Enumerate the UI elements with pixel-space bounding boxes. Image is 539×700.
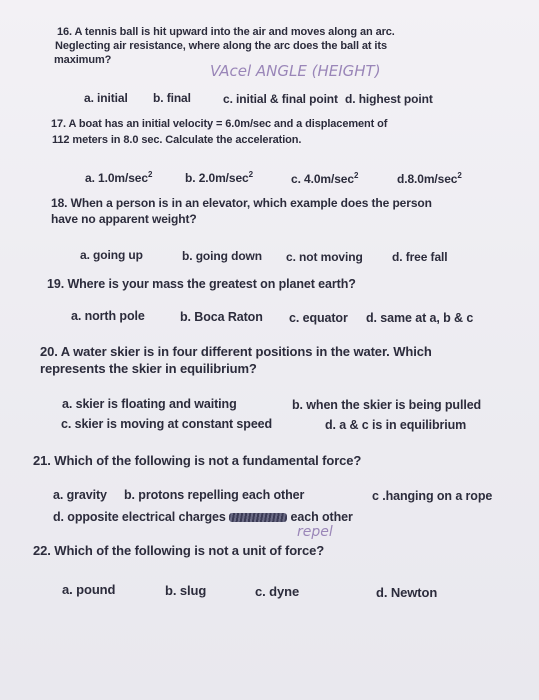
q18-option-d: d. free fall [392,250,448,264]
q22-line1: 22. Which of the following is not a unit of force? [33,543,325,558]
q19-option-c: c. equator [289,311,348,325]
q16-option-d: d. highest point [345,92,433,106]
q20-option-b: b. when the skier is being pulled [292,398,482,412]
q17-option-c: c. $4.0m/\sec^2$ [291,171,359,186]
q19-option-d: d. same at a, b & c [366,311,474,325]
q17-option-b: b. $2.0m/\sec^2$ [185,170,253,185]
q19-line1: 19. Where is your mass the greatest on planet earth? [47,277,356,291]
q16-option-b: b. final [153,91,191,105]
q18-line2: have no apparent weight? [51,212,197,226]
q20-line1: 20. A water skier is in four different positions in the water. Which [40,344,432,359]
q16-option-c: c. initial & final point [223,92,338,106]
q22-option-c: c. dyne [255,584,300,599]
q20-option-a: a. skier is floating and waiting [62,397,237,411]
q18-line1: 18. When a person is in an elevator, which example does the person [51,196,432,210]
q16-line1: 16. A tennis ball is hit upward into the air and moves along an arc. [57,26,395,38]
q21-handwritten-note: repel [297,524,333,540]
q21-line1: 21. Which of the following is not a fundamental force? [33,453,362,468]
q20-option-c: c. skier is moving at constant speed [61,417,273,431]
q22-option-a: a. pound [62,582,116,597]
q18-option-b: b. going down [182,249,263,263]
q20-line2: represents the skier in equilibrium? [40,361,257,376]
q18-option-a: a. going up [80,248,143,262]
q20-option-d: d. a & c is in equilibrium [325,418,467,432]
q18-option-c: c. not moving [286,250,363,264]
q17-line1: 17. A boat has an initial velocity = 6.0m/sec and a displacement of [51,118,388,130]
crossed-out-word [229,513,287,522]
q17-option-a: a. $1.0m/\sec^2$ [85,170,153,185]
q21-option-d: d. opposite electrical charges each other [53,510,353,524]
q17-line2: 112 meters in 8.0 sec. Calculate the acceleration. [52,134,302,146]
q16-handwritten-note: VAcel ANGLE (HEIGHT) [210,62,381,80]
q21-option-c: c .hanging on a rope [372,489,493,503]
q22-option-b: b. slug [165,583,207,598]
q19-option-a: a. north pole [71,309,145,323]
q21-option-b: b. protons repelling each other [124,488,305,502]
q16-line3: maximum? [54,54,112,66]
q16-option-a: a. initial [84,91,128,105]
q17-option-d: $d.8.0m/\sec^2$ [397,171,462,186]
q19-option-b: b. Boca Raton [180,310,263,324]
q22-option-d: d. Newton [376,585,438,600]
q21-option-a: a. gravity [53,488,107,502]
q16-line2: Neglecting air resistance, where along the arc does the ball at its [55,40,387,52]
